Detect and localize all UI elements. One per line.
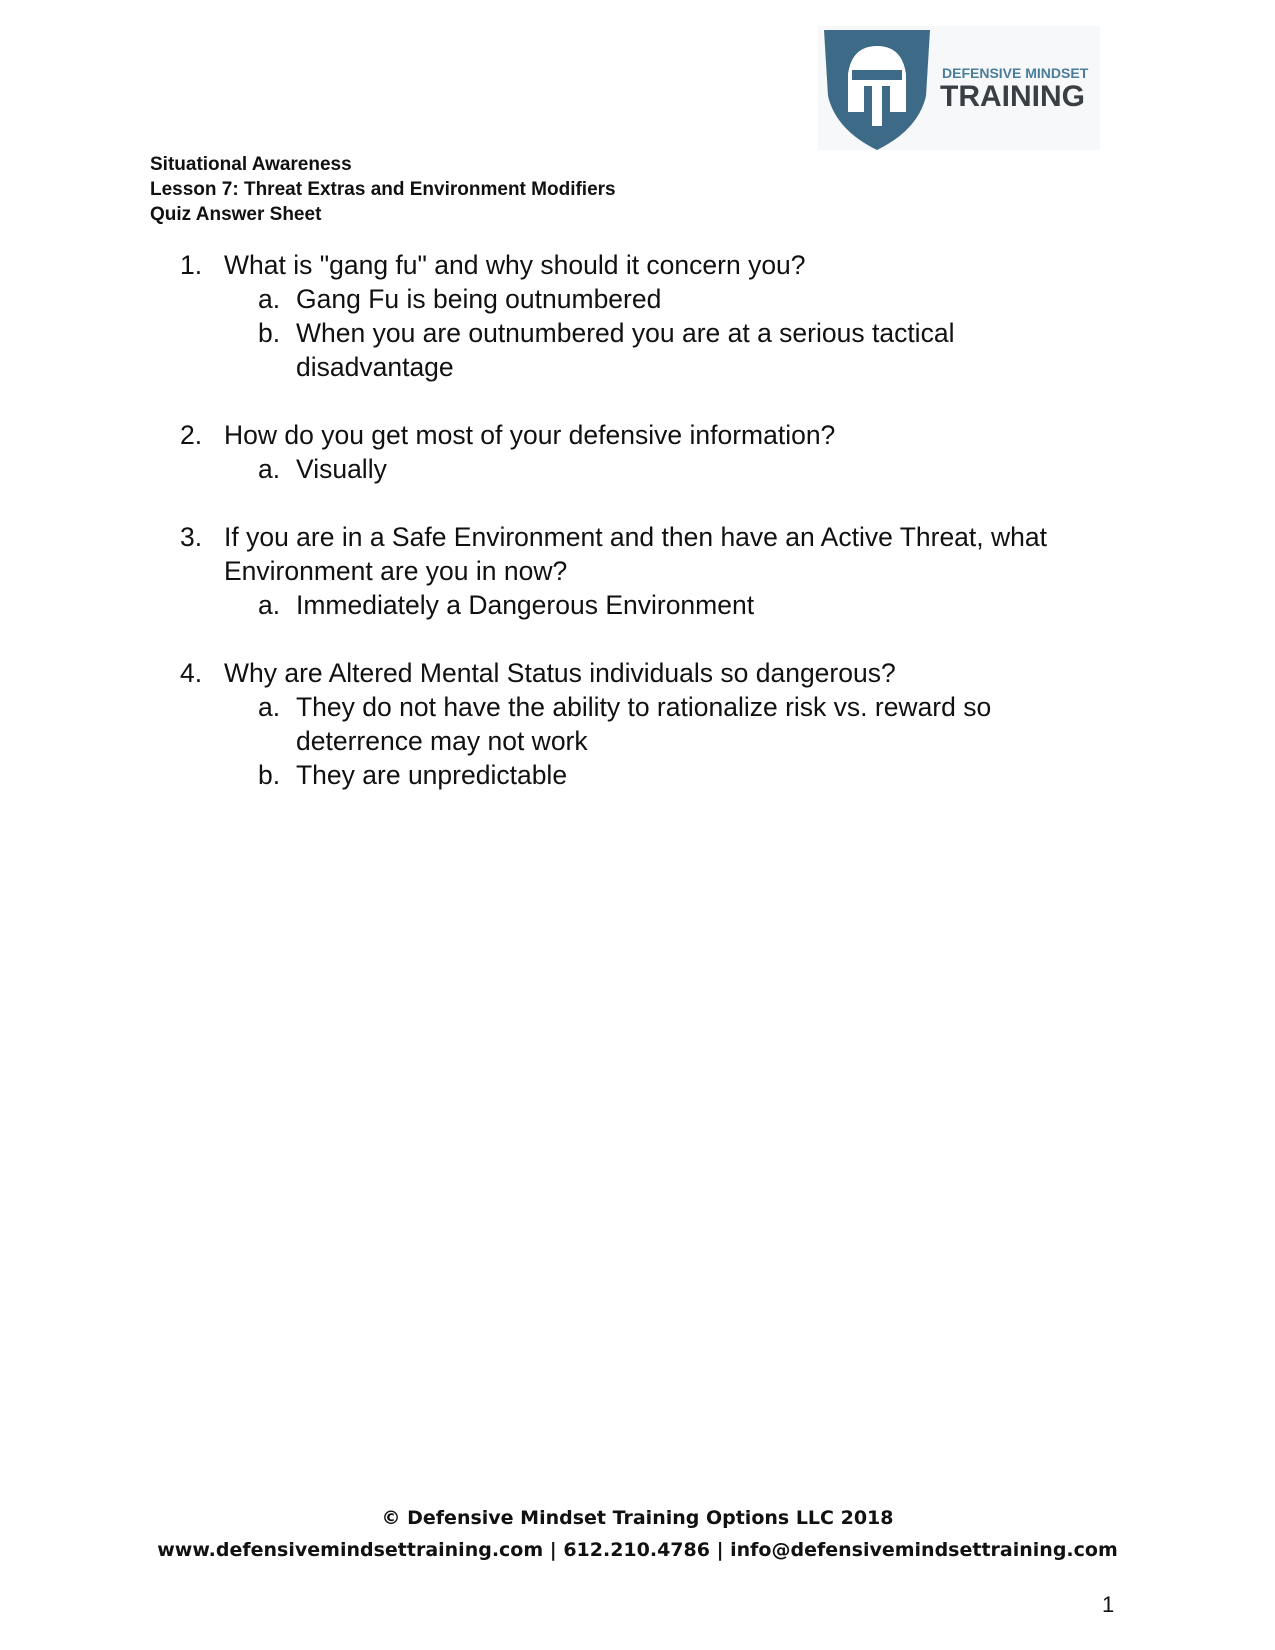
question	[180, 656, 1120, 690]
answer-item	[258, 588, 1120, 622]
document-header	[150, 152, 616, 227]
answer-list	[258, 452, 1120, 486]
page-number: 1	[1102, 1592, 1115, 1617]
question-text: What is "gang fu" and why should it concern you?	[224, 250, 806, 280]
course-title: Situational Awareness	[150, 154, 352, 175]
helmet-shield-logo-icon	[818, 26, 1100, 150]
answer-item	[258, 452, 1120, 486]
answer-item	[258, 758, 1120, 792]
question-text: How do you get most of your defensive information?	[224, 420, 836, 450]
answer-item	[258, 690, 1120, 758]
answer-label: b.	[258, 318, 281, 348]
question	[180, 248, 1120, 282]
question-number: 2.	[180, 420, 203, 450]
answer-label: b.	[258, 760, 281, 790]
question-text: Why are Altered Mental Status individuals so dangerous?	[224, 658, 896, 688]
quiz-item	[180, 520, 1120, 622]
question-text: If you are in a Safe Environment and then have an Active Threat, what Environment are you in now?	[224, 522, 1047, 586]
company-logo	[818, 26, 1100, 150]
quiz-item	[180, 248, 1120, 384]
contact-info: www.defensivemindsettraining.com | 612.210.4786 | info@defensivemindsettraining.com	[157, 1539, 1118, 1561]
answer-text: When you are outnumbered you are at a serious tactical disadvantage	[296, 318, 955, 382]
question-number: 4.	[180, 658, 203, 688]
quiz-list	[180, 248, 1120, 792]
answer-item	[258, 316, 1120, 384]
answer-item	[258, 282, 1120, 316]
answer-text: Visually	[296, 454, 387, 484]
question	[180, 520, 1120, 588]
question-number: 1.	[180, 250, 203, 280]
lesson-title: Lesson 7: Threat Extras and Environment Modifiers	[150, 179, 616, 200]
sheet-title: Quiz Answer Sheet	[150, 204, 322, 225]
answer-text: Immediately a Dangerous Environment	[296, 590, 755, 620]
copyright-notice: © Defensive Mindset Training Options LLC 2018	[381, 1507, 894, 1529]
answer-label: a.	[258, 454, 281, 484]
question	[180, 418, 1120, 452]
page-footer	[0, 1502, 1275, 1566]
question-number: 3.	[180, 522, 203, 552]
answer-label: a.	[258, 590, 281, 620]
quiz-item	[180, 418, 1120, 486]
answer-text: They are unpredictable	[296, 760, 568, 790]
logo-line2: TRAINING	[940, 80, 1085, 113]
logo-line1: DEFENSIVE MINDSET	[942, 65, 1089, 81]
answer-text: Gang Fu is being outnumbered	[296, 284, 662, 314]
quiz-item	[180, 656, 1120, 792]
answer-label: a.	[258, 692, 281, 722]
answer-list	[258, 588, 1120, 622]
answer-text: They do not have the ability to rationalize risk vs. reward so deterrence may not work	[296, 692, 992, 756]
answer-list	[258, 282, 1120, 384]
answer-list	[258, 690, 1120, 792]
answer-label: a.	[258, 284, 281, 314]
